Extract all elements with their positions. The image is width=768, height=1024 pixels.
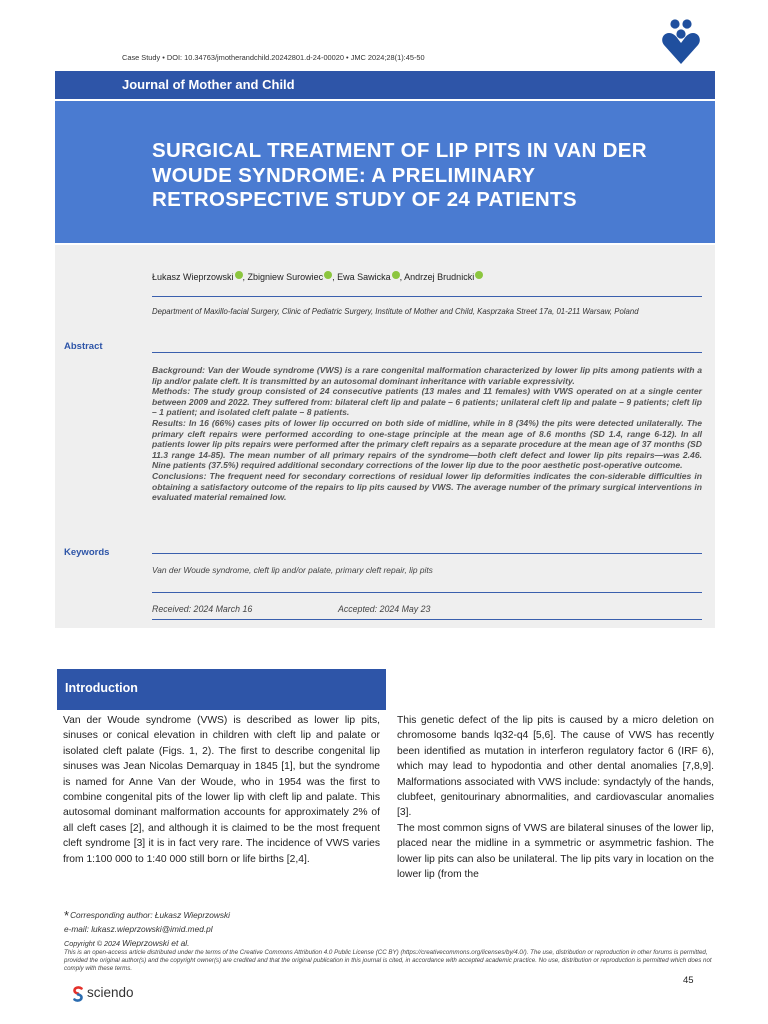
sciendo-s-icon <box>72 986 84 1002</box>
corresponding-email[interactable]: e-mail: lukasz.wieprzowski@imid.med.pl <box>64 924 213 934</box>
orcid-icon[interactable] <box>475 271 483 279</box>
footnote-mark: * <box>64 908 70 923</box>
keywords-text: Van der Woude syndrome, cleft lip and/or palate, primary cleft repair, lip pits <box>152 565 433 575</box>
author-name[interactable]: Andrzej Brudnicki <box>404 272 475 282</box>
title-block <box>55 101 715 243</box>
divider-line <box>152 592 702 593</box>
article-title: SURGICAL TREATMENT OF LIP PITS IN VAN DER WOUDE SYNDROME: A PRELIMINARY RETROSPECTIVE STUDY OF 24 PATIENTS <box>152 139 647 211</box>
body-paragraph: The most common signs of VWS are bilateral sinuses of the lower lip, placed near the midline in a symmetric or asymmetric fashion. The lower lip pits can also be unilateral. The lip pits vary in location on the lower lip (from the <box>397 822 714 881</box>
abstract-conclusions: Conclusions: The frequent need for secondary corrections of residual lower lip deformities indicates the con-siderable difficulties in obtaining a satisfactory outcome of the repairs to lip pits caused by VWS. The average number of the primary surgical interventions in evaluated material remained low. <box>152 470 702 503</box>
author-separator: , <box>242 272 248 282</box>
journal-name: Journal of Mother and Child <box>122 77 295 92</box>
author-separator: , <box>332 272 338 282</box>
divider-line <box>152 296 702 297</box>
author-name[interactable]: Ewa Sawicka <box>337 272 391 282</box>
author-name[interactable]: Łukasz Wieprzowski <box>152 272 234 282</box>
heart-people-logo-icon <box>661 18 701 66</box>
corresponding-author <box>64 906 230 921</box>
affiliation: Department of Maxillo-facial Surgery, Clinic of Pediatric Surgery, Institute of Mother and Child, Kasprzaka Street 17a, 01-211 Warsaw, Poland <box>152 307 639 316</box>
abstract-label: Abstract <box>64 341 103 352</box>
body-paragraph: Van der Woude syndrome (VWS) is described as lower lip pits, sinuses or conical elevation in children with cleft lip and palate or isolated cleft palate (Figs. 1, 2). The first to describe congenital lip sinuses was Jean Nicolas Demarquay in 1845 [1], but the syndrome is named for Anne Van der Woude, who in 1954 was the first to combine congenital pits of the lower lip with cleft lip and palate. This autosomal dominant malformation accounts for approximately 2% of all cleft cases [2], and although it is claimed to be the most frequent cleft syndrome [3] it is in fact very rare. The incidence of VWS varies from 1:100 000 to 1:40 000 still born or life births [2,4]. <box>63 715 380 865</box>
abstract-background: Background: Van der Woude syndrome (VWS) is a rare congenital malformation characterized by lower lip pits among patients with a lip and/or palate cleft. It is transmitted by an autosomal dominant inheritance with variable expressivity. <box>152 365 702 386</box>
author-name[interactable]: Zbigniew Surowiec <box>247 272 324 282</box>
copyright-line <box>64 938 189 948</box>
orcid-icon[interactable] <box>392 271 400 279</box>
introduction-heading: Introduction <box>65 681 138 695</box>
author-separator: , <box>399 272 405 282</box>
abstract-text <box>152 365 702 503</box>
corresponding-text: Corresponding author: Łukasz Wieprzowski <box>70 910 231 920</box>
divider-line <box>152 553 702 554</box>
orcid-icon[interactable] <box>324 271 332 279</box>
divider-line <box>152 352 702 353</box>
body-paragraph: This genetic defect of the lip pits is caused by a micro deletion on chromosome bands lq32-q4 [5,6]. The cause of VWS has recently been identified as mutation in interferon regulatory factor 6 (IRF 6), which may lead to hypodontia and other dental anomalies [7,8,9]. Malformations associated with VWS include: syndactyly of the hands, clubfeet, genitourinary abnormalities, and cardiovascular anomalies [3]. <box>397 715 714 819</box>
copyright-holders: Wieprzowski et al. <box>122 938 190 948</box>
body-column-right <box>397 713 714 882</box>
license-text: This is an open-access article distributed under the terms of the Creative Commons Attribution 4.0 Public License (CC BY) (https://creativecommons.org/licenses/by/4.0/). The use, distribution or reproduction in other forums is permitted, provided the original author(s) and the copyright owner(s) are credited and that the original publication in this journal is cited, in accordance with accepted academic practice. No use, distribution or reproduction is permitted which does not comply with these terms. <box>64 949 712 972</box>
introduction-heading-bar <box>57 669 386 710</box>
body-column-left <box>63 713 380 867</box>
divider-line <box>152 619 702 620</box>
page-number: 45 <box>683 975 694 986</box>
publisher-name: sciendo <box>87 985 134 1000</box>
copyright-prefix: Copyright © 2024 <box>64 939 123 948</box>
journal-bar <box>55 71 715 99</box>
orcid-icon[interactable] <box>235 271 243 279</box>
abstract-methods: Methods: The study group consisted of 24 consecutive patients (13 males and 11 females) with VWS operated on at a single center between 2009 and 2022. They suffered from: bilateral cleft lip and palate – 6 patients; unilateral cleft lip and palate – 9 patients; cleft lip – 1 patient; and isolated cleft palate – 8 patients. <box>152 386 702 418</box>
received-date: Received: 2024 March 16 <box>152 604 253 614</box>
keywords-label: Keywords <box>64 547 110 558</box>
abstract-results: Results: In 16 (66%) cases pits of lower lip occurred on both side of midline, while in 8 (34%) the pits were detected unilaterally. The primary cleft repairs were performed according to one-stage principle at the mean age of 8.6 months (SD 1.4, range 6-12). In all patients lower lip pits repairs were performed after the primary cleft repairs as a separate procedure at the mean age of 37 months (SD 11.3 range 14-85). The mean number of all primary repairs of the syndrome—both cleft defect and lower lip pits repairs—was 2.46. Nine patients (37.5%) required additional secondary corrections of the lower lip due to the poor aesthetic post-operative outcome. <box>152 417 702 471</box>
author-list <box>152 272 483 282</box>
doi-line: Case Study • DOI: 10.34763/jmotherandchild.20242801.d-24-00020 • JMC 2024;28(1):45-50 <box>122 53 425 62</box>
accepted-date: Accepted: 2024 May 23 <box>338 604 431 614</box>
